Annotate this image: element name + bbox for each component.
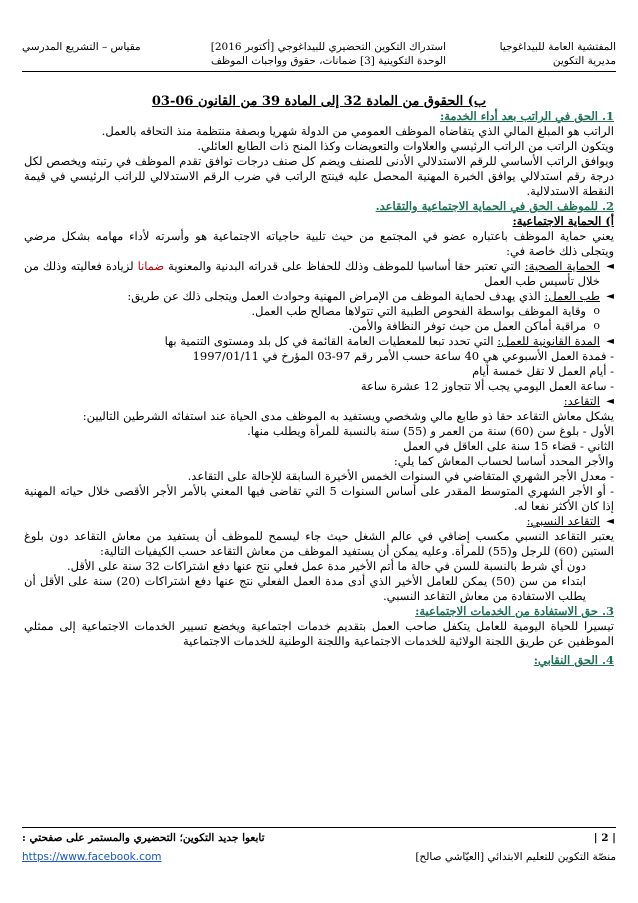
retirement-condition-2: الثاني - قضاء 15 سنة على العاقل في العمل [403,439,614,453]
header-left [22,40,162,54]
work-medicine-label: طب العمل: [544,289,600,303]
header-right [456,40,616,68]
bullet-work-medicine [24,289,614,304]
retirement-rule-1: - معدل الأجر الشهري المتقاضي في السنوات الخمس الأخيرة السابقة للإحالة على التقاعد. [187,469,614,483]
header-unit-title: الوحدة التكوينية [3] ضمانات، حقوق وواجبات الموظف [211,55,446,67]
duration-days: - أيام العمل لا تقل خمسة أيام [472,364,614,378]
sub-bullet-monitoring: o مراقبة أماكن العمل من حيث توفر النظافة والأمن. [24,319,614,334]
footer-facebook-link[interactable]: https://www.facebook.com [22,851,162,863]
bullet-legal-work-duration [24,334,614,349]
header-directorate: مديرية التكوين [552,55,616,67]
retirement-condition-1: الأول - بلوغ سن (60) سنة من العمر و (55) سنة بالنسبة للمرأة ويطلب منها. [247,424,614,438]
retirement-rule-2: - أو الأجر الشهري المتوسط المقدر على أساس السنوات 5 التي تقاضى فيها المعني بالأمر الأجر الأقصى خلال حياته المهنية إذا كان الأكثر نفعا له. [24,484,614,513]
header-subject: مقياس – التشريع المدرسي [22,41,141,53]
work-medicine-text: الذي يهدف لحماية الموظف من الإمراض المهنية وحوادث العمل ويتجلى ذلك عن طريق: [127,289,545,303]
heading-social-services: 3. حق الاستفادة من الخدمات الاجتماعية: [415,604,614,618]
salary-paragraph-1: الراتب هو المبلغ المالي الذي يتقاضاه الموظف العمومي من الدولة شهريا وبصفة منتظمة منذ التحاقه بالعمل. [101,124,614,138]
legal-duration-text: التي تحدد تبعا للمعطيات العامة القائمة في كل بلد ومستوى التنمية بها [164,334,498,348]
header-center [146,40,446,68]
salary-paragraph-3: ويوافق الراتب الأساسي للرقم الاستدلالي الأدنى للصنف ويضم كل صنف درجات توافق تقدم الموظف في رتبته ويخصص لكل درجة رقم استدلالي يوافق الخبرة المهنية المحصل عليه فينتج الراتب في ضرب الرقم الاستدلالي للراتب الرئيسي في قيمة النقطة الاستدلالية. [24,154,614,198]
section-title: ب) الحقوق من المادة 32 إلى المادة 39 من القانون 06-03 [151,94,487,109]
heading-social-protection: 2. للموظف الحق في الحماية الاجتماعية والتقاعد. [375,199,614,213]
health-text-2: لزيادة فعاليته وذلك من خلال تأسيس طب العمل [24,259,600,288]
legal-duration-label: المدة القانونية للعمل: [497,334,600,348]
health-highlight: ضمانا [137,259,165,273]
salary-paragraph-2: ويتكون الراتب من الراتب الرئيسي والعلاوات والتعويضات وكذا المنح ذات الطابع العائلي. [197,139,614,153]
heading-salary: 1. الحق في الراتب بعد أداء الخدمة: [439,109,614,123]
footer-platform-name: منصّة التكوين للتعليم الابتدائي [العيّاشي صالح] [415,851,616,863]
header-inspectorate: المفتشية العامة للبيداغوجيا [499,41,616,53]
social-protection-paragraph: يعني حماية الموظف باعتباره عضو في المجتمع من حيث تلبية حاجياته الاجتماعية هو وأسرته لأداء مهامه بشكل مرضي ويتجلى ذلك خاصة في: [24,229,614,258]
retirement-paragraph-2: والأجر المحدد أساسا لحساب المعاش كما يلي: [393,454,614,468]
health-text: التي تعتبر حقا أساسيا للموظف وذلك للحفاظ على قدراته البدنية والمعنوية [164,259,525,273]
heading-union-right: 4. الحق النقابي: [533,653,614,667]
bullet-retirement [24,394,614,409]
header-divider [22,71,616,72]
footer-follow-text: تابعوا جديد التكوين؛ التحضيري والمستمر على صفحتي : [22,832,265,844]
health-label: الحماية الصحية: [524,259,601,273]
social-services-paragraph: تيسيرا للحياة اليومية للعامل يتكفل صاحب العمل بتقديم خدمات اجتماعية ويخضع تسيير الخدمات الاجتماعية إلى ممثلي الموظفين عن طريق اللجنة الولائية للخدمات الاجتماعية واللجنة الوطنية للخدمات الاجتماعية [24,619,614,648]
partial-retirement-option-2: ابتداء من سن (50) يمكن للعامل الأخير الذي أدى مدة العمل الفعلي نتج عنها دفع اشتراكات (20) سنة على الأقل أن يطلب الاستفادة من معاش التقاعد النسبي. [24,574,586,603]
partial-retirement-paragraph: يعتبر التقاعد النسبي مكسب إضافي في عالم الشغل حيث جاء ليسمح للموظف أن يستفيد من معاش التقاعد دون بلوغ الستين (60) للرجل و(55) للمرأة. وعليه يمكن أن يستفيد الموظف من معاش التقاعد حسب الكيفيات التالية: [24,529,614,558]
footer-divider [22,827,616,828]
duration-weekly: - فمدة العمل الأسبوعي هي 40 ساعة حسب الأمر رقم 97-03 المؤرخ في 1997/01/11 [192,349,614,363]
page-number: | 2 | [593,832,616,844]
subheading-social-protection: أ) الحماية الاجتماعية: [512,214,614,228]
partial-retirement-option-1: دون أي شرط بالنسبة للسن في حالة ما أتم الأخير مدة عمل فعلي نتج عنها دفع اشتراكات 32 سنة على الأقل. [67,559,586,573]
retirement-paragraph-1: يشكل معاش التقاعد حقا ذو طابع مالي وشخصي ويستفيد به الموظف مدى الحياة عند استفائه الشرطين التاليين: [82,409,614,423]
header-course-title: استدراك التكوين التحضيري للبيداغوجي [أكتوبر 2016] [210,41,446,53]
duration-daily-hours: - ساعة العمل اليومي يجب ألا تتجاوز 12 عشرة ساعة [360,379,614,393]
retirement-label: التقاعد: [563,394,600,408]
bullet-health-protection [24,259,614,289]
document-body [24,94,614,668]
sub-bullet-prevention: o وقاية الموظف بواسطة الفحوص الطبية التي تتولاها مصالح طب العمل. [24,304,614,319]
bullet-partial-retirement [24,514,614,529]
partial-retirement-label: التقاعد النسبي: [526,514,600,528]
